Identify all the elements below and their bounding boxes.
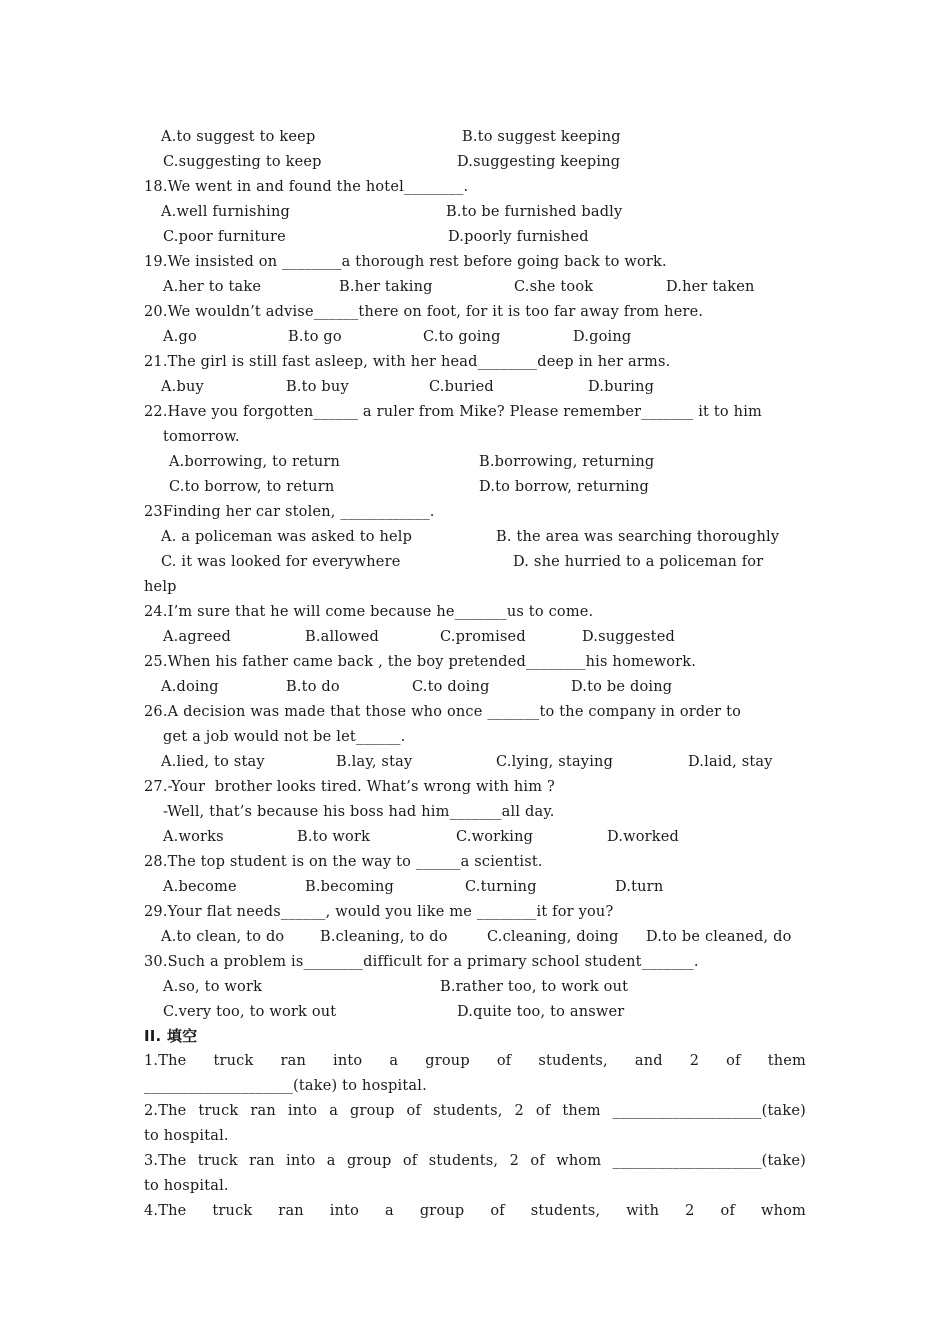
fill-2: 2.The truck ran into a group of students, 2 of them ____________________(take) — [144, 1103, 806, 1119]
option-19b: B.her taking — [339, 279, 433, 295]
question-29: 29.Your flat needs______, would you like me ________it for you? — [144, 904, 614, 920]
option-23d: D. she hurried to a policeman for — [513, 554, 764, 570]
option-20d: D.going — [573, 329, 632, 345]
question-21: 21.The girl is still fast asleep, with her head________deep in her arms. — [144, 354, 671, 370]
fill-2-cont: to hospital. — [144, 1128, 229, 1144]
question-27-reply: -Well, that’s because his boss had him_______all day. — [163, 804, 555, 820]
option-22d: D.to borrow, returning — [479, 479, 650, 495]
option-23b: B. the area was searching thoroughly — [496, 529, 780, 545]
option-28b: B.becoming — [305, 879, 394, 895]
option-25a: A.doing — [161, 679, 219, 695]
option-23c: C. it was looked for everywhere — [161, 554, 401, 570]
question-26-cont: get a job would not be let______. — [163, 729, 406, 745]
option-28c: C.turning — [465, 879, 537, 895]
option-29c: C.cleaning, doing — [487, 929, 619, 945]
option-18c: C.poor furniture — [163, 229, 286, 245]
fill-3: 3.The truck ran into a group of students, 2 of whom ____________________(take) — [144, 1153, 806, 1169]
option-26b: B.lay, stay — [336, 754, 413, 770]
question-19: 19.We insisted on ________a thorough rest before going back to work. — [144, 254, 667, 270]
question-28: 28.The top student is on the way to ______a scientist. — [144, 854, 543, 870]
question-20: 20.We wouldn’t advise______there on foot, for it is too far away from here. — [144, 304, 704, 320]
fill-4: 4.The truck ran into a group of students, with 2 of whom — [144, 1203, 806, 1219]
question-25: 25.When his father came back , the boy pretended________his homework. — [144, 654, 697, 670]
option-24c: C.promised — [440, 629, 526, 645]
option-28d: D.turn — [615, 879, 664, 895]
fill-3-cont: to hospital. — [144, 1178, 229, 1194]
option-17b: B.to suggest keeping — [462, 129, 621, 145]
option-23d-cont: help — [144, 579, 177, 595]
fill-1-cont: ____________________(take) to hospital. — [144, 1078, 427, 1094]
option-26c: C.lying, staying — [496, 754, 614, 770]
option-29a: A.to clean, to do — [161, 929, 285, 945]
option-22a: A.borrowing, to return — [169, 454, 341, 470]
option-27a: A.works — [163, 829, 224, 845]
question-18: 18.We went in and found the hotel________. — [144, 179, 469, 195]
option-20c: C.to going — [423, 329, 501, 345]
option-17c: C.suggesting to keep — [163, 154, 322, 170]
option-24d: D.suggested — [582, 629, 675, 645]
option-19a: A.her to take — [163, 279, 262, 295]
option-20a: A.go — [163, 329, 197, 345]
option-21a: A.buy — [161, 379, 204, 395]
option-29d: D.to be cleaned, do — [646, 929, 792, 945]
option-21d: D.buring — [588, 379, 655, 395]
question-22-cont: tomorrow. — [163, 429, 240, 445]
question-23: 23Finding her car stolen, ____________. — [144, 504, 435, 520]
section-heading: II. 填空 — [144, 1027, 198, 1045]
option-27c: C.working — [456, 829, 534, 845]
option-20b: B.to go — [288, 329, 342, 345]
option-21b: B.to buy — [286, 379, 349, 395]
option-30c: C.very too, to work out — [163, 1004, 337, 1020]
question-27: 27.-Your brother looks tired. What’s wrong with him ? — [144, 779, 555, 795]
option-26d: D.laid, stay — [688, 754, 773, 770]
option-19d: D.her taken — [666, 279, 755, 295]
option-27b: B.to work — [297, 829, 371, 845]
option-25b: B.to do — [286, 679, 340, 695]
option-27d: D.worked — [607, 829, 680, 845]
option-17a: A.to suggest to keep — [161, 129, 316, 145]
option-18a: A.well furnishing — [161, 204, 291, 220]
option-30a: A.so, to work — [163, 979, 263, 995]
option-22c: C.to borrow, to return — [169, 479, 335, 495]
option-18b: B.to be furnished badly — [446, 204, 623, 220]
option-28a: A.become — [163, 879, 237, 895]
option-17d: D.suggesting keeping — [457, 154, 621, 170]
option-21c: C.buried — [429, 379, 494, 395]
option-25c: C.to doing — [412, 679, 490, 695]
option-24b: B.allowed — [305, 629, 379, 645]
option-26a: A.lied, to stay — [161, 754, 265, 770]
option-23a: A. a policeman was asked to help — [161, 529, 413, 545]
option-29b: B.cleaning, to do — [320, 929, 448, 945]
question-30: 30.Such a problem is________difficult for a primary school student_______. — [144, 954, 699, 970]
option-24a: A.agreed — [163, 629, 231, 645]
question-26: 26.A decision was made that those who once _______to the company in order to — [144, 704, 742, 720]
option-25d: D.to be doing — [571, 679, 673, 695]
option-18d: D.poorly furnished — [448, 229, 589, 245]
question-24: 24.I’m sure that he will come because he_______us to come. — [144, 604, 594, 620]
option-30b: B.rather too, to work out — [440, 979, 629, 995]
option-30d: D.quite too, to answer — [457, 1004, 625, 1020]
fill-1: 1.The truck ran into a group of students, and 2 of them — [144, 1053, 806, 1069]
question-22: 22.Have you forgotten______ a ruler from Mike? Please remember_______ it to him — [144, 404, 762, 420]
option-22b: B.borrowing, returning — [479, 454, 655, 470]
option-19c: C.she took — [514, 279, 594, 295]
